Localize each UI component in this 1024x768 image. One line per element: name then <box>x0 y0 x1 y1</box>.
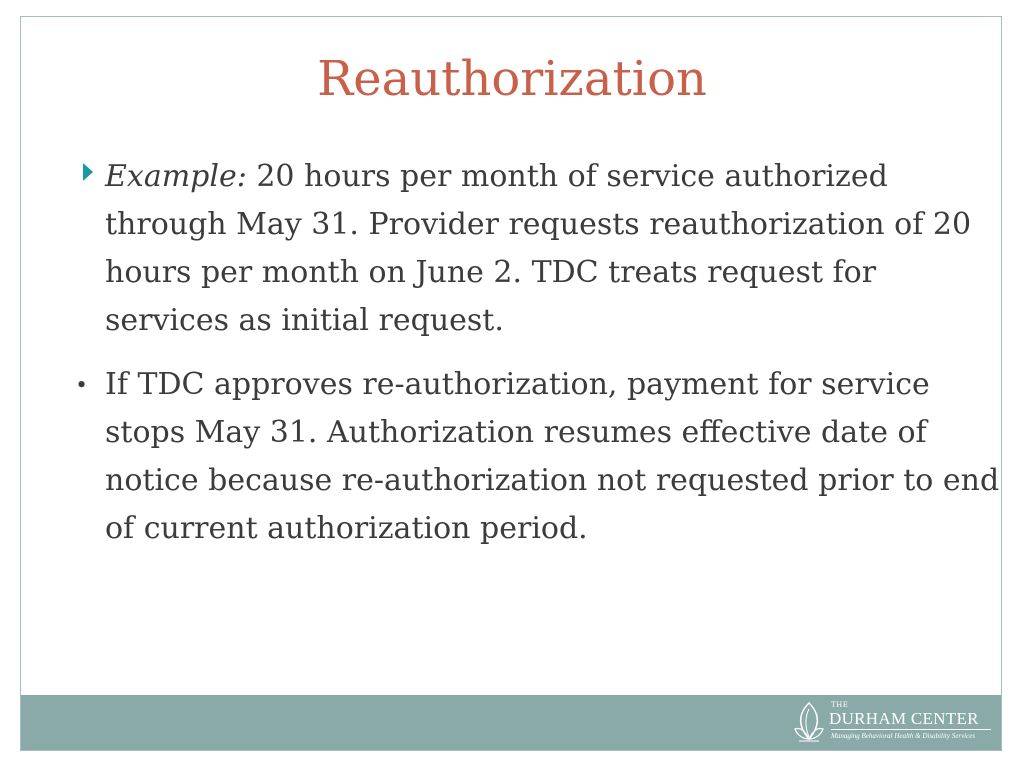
triangle-bullet-icon <box>83 163 93 181</box>
leaf-logo-icon <box>791 699 827 745</box>
logo-divider <box>831 729 991 730</box>
footer-bar <box>21 695 1002 751</box>
bullet-text: If TDC approves re-authorization, payment for service stops May 31. Authorization resumes effective date of notice because re-authorization not requested prior to end of current authorization period. <box>105 367 1000 546</box>
logo-main-text: DURHAM CENTER <box>829 709 979 728</box>
bullet-text <box>105 153 1002 345</box>
durham-center-logo <box>791 699 995 747</box>
bullet-lead-label: Example: <box>105 159 247 194</box>
slide <box>20 16 1002 751</box>
bullet-body: 20 hours per month of service authorized through May 31. Provider requests reauthorization of 20 hours per month on June 2. TDC treats request for services as initial request. <box>105 159 972 338</box>
dot-bullet-icon: • <box>77 370 87 399</box>
slide-title: Reauthorization <box>317 51 707 107</box>
logo-tagline: Managing Behavioral Health & Disability Services <box>831 732 976 740</box>
logo-small-text: THE <box>831 701 849 709</box>
